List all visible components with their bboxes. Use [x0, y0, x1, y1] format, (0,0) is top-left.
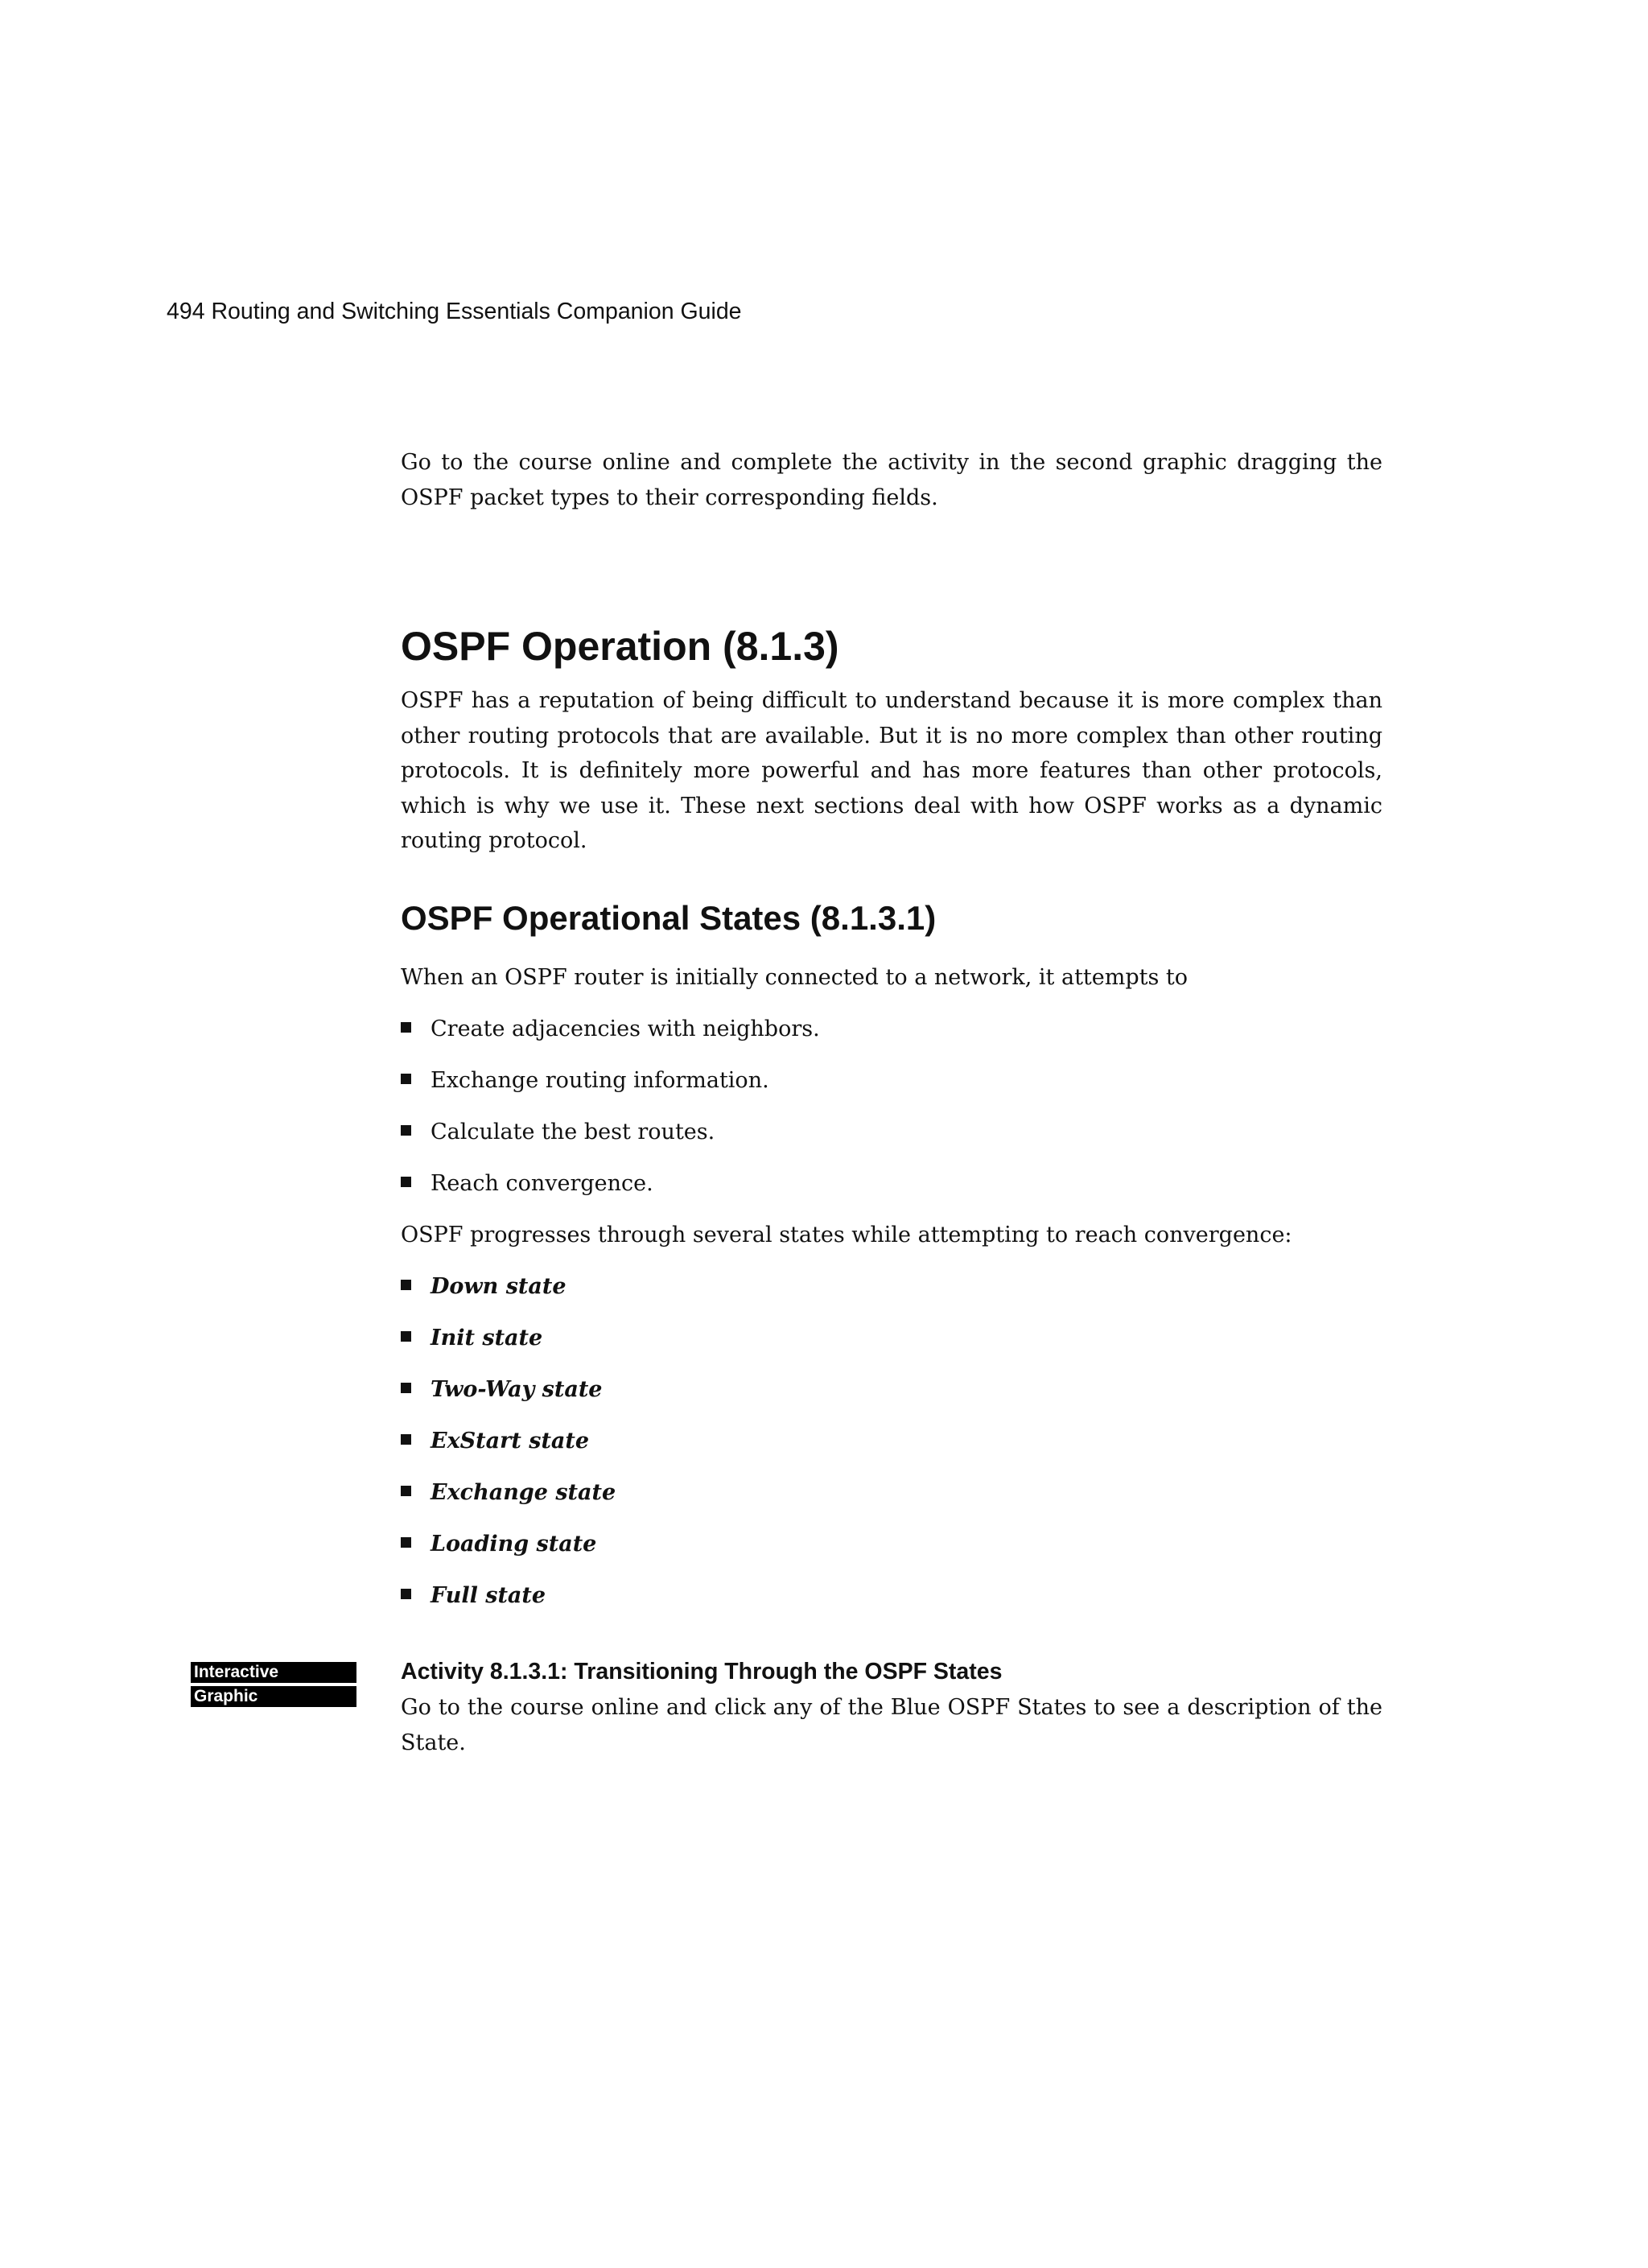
- state-item: Init state: [401, 1321, 616, 1372]
- square-bullet-icon: [401, 1177, 411, 1187]
- list-item: Calculate the best routes.: [401, 1115, 820, 1166]
- square-bullet-icon: [401, 1074, 411, 1084]
- square-bullet-icon: [401, 1280, 411, 1290]
- subsection-title: OSPF Operational States (8.1.3.1): [401, 899, 937, 937]
- actions-list: [401, 1012, 820, 1218]
- square-bullet-icon: [401, 1537, 411, 1548]
- state-item: Loading state: [401, 1527, 616, 1578]
- activity-body: Go to the course online and click any of the Blue OSPF States to see a description of the State.: [401, 1695, 1382, 1755]
- list-item: Create adjacencies with neighbors.: [401, 1012, 820, 1063]
- section-title: OSPF Operation (8.1.3): [401, 624, 839, 669]
- section-paragraph: OSPF has a reputation of being difficult to understand because it is more complex than other routing protocols that are available. But it is no more complex than other routing protocols. It is definitely more powerful and has more features than other protocols, which is why we use it. These next sections deal with how OSPF works as a dynamic routing protocol.: [401, 688, 1382, 853]
- square-bullet-icon: [401, 1434, 411, 1445]
- activity-title: Activity 8.1.3.1: Transitioning Through the OSPF States: [401, 1659, 1003, 1685]
- interactive-graphic-badge-line2: Graphic: [191, 1686, 356, 1707]
- state-item: Full state: [401, 1578, 616, 1630]
- state-item: Exchange state: [401, 1475, 616, 1527]
- square-bullet-icon: [401, 1331, 411, 1342]
- list-item: Exchange routing information.: [401, 1063, 820, 1115]
- subsection-lead: When an OSPF router is initially connected to a network, it attempts to: [401, 965, 1189, 990]
- square-bullet-icon: [401, 1589, 411, 1599]
- state-item: Two-Way state: [401, 1372, 616, 1424]
- square-bullet-icon: [401, 1383, 411, 1393]
- state-item: ExStart state: [401, 1424, 616, 1475]
- square-bullet-icon: [401, 1022, 411, 1033]
- intro-paragraph: Go to the course online and complete the activity in the second graphic dragging the OSPF packet types to their corresponding fields.: [401, 450, 1382, 510]
- square-bullet-icon: [401, 1486, 411, 1496]
- states-lead: OSPF progresses through several states while attempting to reach convergence:: [401, 1223, 1292, 1247]
- running-head: 494 Routing and Switching Essentials Companion Guide: [167, 299, 742, 324]
- state-item: Down state: [401, 1269, 616, 1321]
- states-list: [401, 1269, 616, 1630]
- square-bullet-icon: [401, 1125, 411, 1136]
- interactive-graphic-badge-line1: Interactive: [191, 1662, 356, 1683]
- list-item: Reach convergence.: [401, 1166, 820, 1218]
